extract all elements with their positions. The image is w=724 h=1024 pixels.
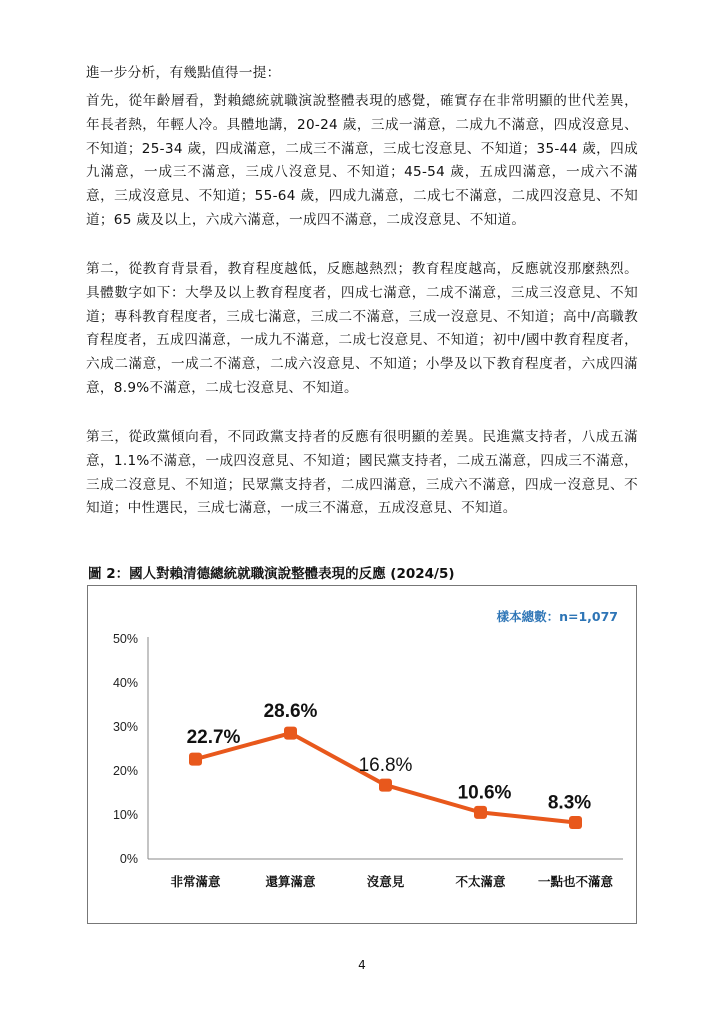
figure-caption: 圖 2：國人對賴清德總統就職演說整體表現的反應 (2024/5) [88,566,455,582]
x-tick-label: 還算滿意 [265,875,316,889]
x-tick-label: 沒意見 [366,875,405,889]
x-tick-label: 不太滿意 [455,875,506,889]
data-point-marker [189,753,202,766]
x-tick-label: 非常滿意 [170,875,221,889]
sample-size-label: 樣本總數：n=1,077 [496,609,618,624]
y-tick-label: 20% [112,764,138,778]
chart-frame [87,585,637,924]
data-label: 16.8% [358,755,413,777]
page-number: 4 [358,958,366,972]
data-label: 28.6% [263,701,318,723]
y-tick-label: 30% [112,720,138,734]
y-tick-label: 40% [112,676,138,690]
data-label: 22.7% [186,727,241,749]
y-tick-label: 10% [112,808,138,822]
intro-text: 進一步分析，有幾點值得一提： [86,65,281,81]
data-point-marker [569,816,582,829]
y-tick-label: 0% [119,852,138,866]
x-tick-label: 一點也不滿意 [537,875,614,889]
data-label: 8.3% [547,792,592,814]
data-point-marker [474,806,487,819]
data-point-marker [284,727,297,740]
paragraph-education: 第二，從教育背景看，教育程度越低，反應越熱烈；教育程度越高，反應就沒那麼熱烈。具體數字如下：大學及以上教育程度者，四成七滿意，二成不滿意，三成三沒意見、不知道；專科教育程度者，三成七滿意，三成二不滿意，三成一沒意見、不知道；高中/高職教育程度者，五成四滿意，一成九不滿意，二成七沒意見、不知道；初中/國中教育程度者，六成二滿意，一成二不滿意，二成六沒意見、不知道；小學及以下教育程度者，六成四滿意，8.9%不滿意，二成七沒意見、不知道。 [86,261,638,396]
paragraph-age: 首先，從年齡層看，對賴總統就職演說整體表現的感覺，確實存在非常明顯的世代差異，年長者熱，年輕人冷。具體地講，20-24 歲，三成一滿意，二成九不滿意，四成沒意見、不知道；25-34 歲，四成滿意，二成三不滿意，三成七沒意見、不知道；35-44 歲，四成九滿意，一成三不滿意，三成八沒意見、不知道；45-54 歲，五成四滿意，一成六不滿意，三成沒意見、不知道；55-64 歲，四成九滿意，二成七不滿意，二成四沒意見、不知道；65 歲及以上，六成六滿意，一成四不滿意，二成沒意見、不知道。 [86,93,638,228]
line-chart [88,586,638,925]
data-point-marker [379,779,392,792]
paragraph-party: 第三，從政黨傾向看，不同政黨支持者的反應有很明顯的差異。民進黨支持者，八成五滿意，1.1%不滿意，一成四沒意見、不知道；國民黨支持者，二成五滿意，四成三不滿意，三成二沒意見、不知道；民眾黨支持者，二成四滿意，三成六不滿意，四成一沒意見、不知道；中性選民，三成七滿意，一成三不滿意，五成沒意見、不知道。 [86,429,638,517]
series-line [196,733,576,822]
data-label: 10.6% [457,782,512,804]
y-tick-label: 50% [112,632,138,646]
